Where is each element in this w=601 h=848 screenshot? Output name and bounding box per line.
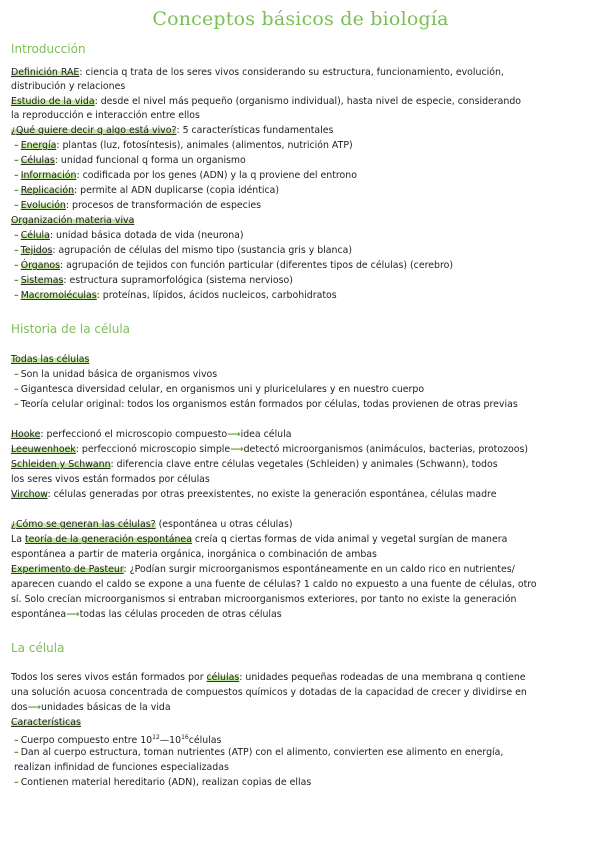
dash-icon: – [14,170,19,181]
text: —10 [159,735,182,747]
dash-icon: – [14,200,19,211]
text: dos [11,702,28,713]
list-item [14,229,598,243]
cell-paragraph-line [11,671,595,685]
exponent: 16 [181,734,189,741]
text: Teoría celular original: todos los organismos están formados por células, todas provienen de otras previas [20,399,518,410]
text: : desde el nivel más pequeño (organismo individual), hasta nivel de especie, considerando [94,96,522,107]
arrow-icon: ⟶ [66,609,80,620]
text: Todos los seres vivos están formados por [11,672,207,683]
text: : unidad funcional q forma un organismo [54,155,246,166]
text: unidades básicas de la vida [41,702,171,713]
text: : proteínas, lípidos, ácidos nucleicos, carbohidratos [96,290,337,301]
term: Estudio de la vida [11,96,95,107]
arrow-icon: ⟶ [227,429,241,440]
schleiden-line-2: los seres vivos están formados por células [11,474,210,485]
alive-question-line [11,124,595,138]
text: : plantas (luz, fotosíntesis), animales (alimentos, nutrición ATP) [56,140,353,151]
text: creía q ciertas formas de vida animal y vegetal surgían de manera [191,534,508,545]
list-item [14,368,598,382]
text: Cuerpo compuesto entre 10 [20,735,153,747]
cell-paragraph-line-2: una solución acuosa concentrada de compuestos químicos y dotadas de la capacidad de crecer y dividirse en [11,687,527,698]
text: : agrupación de tejidos con función particular (diferentes tipos de células) (cerebro) [60,260,453,271]
section-heading-cell: La célula [11,641,65,655]
term: ¿Cómo se generan las células? [11,519,156,530]
text: : codificada por los genes (ADN) y la q proviene del entrono [76,170,357,181]
text: Gigantesca diversidad celular, en organismos uni y pluricelulares y en nuestro cuerpo [20,384,425,395]
term: teoría de la generación espontánea [24,534,192,545]
text: : unidad básica dotada de vida (neurona) [49,230,244,241]
list-item [14,398,598,412]
pasteur-line-2: aparecen cuando el caldo se expone a una fuente de células? 1 caldo no expuesto a una fuente de células, otro [11,579,537,590]
definition-line [11,66,595,80]
term: Definición RAE [11,67,80,78]
pasteur-line [11,563,595,577]
text: células [188,735,222,747]
dash-icon: – [14,275,19,286]
text: : agrupación de células del mismo tipo (sustancia gris y blanca) [52,245,353,256]
pasteur-line-3: sí. Solo crecían microorganismos si entraban microorganismos exteriores, por tanto no existe la generación [11,594,517,605]
list-item [14,139,598,153]
list-item [14,383,598,397]
term: Sistemas [20,275,64,286]
page-title: Conceptos básicos de biología [152,8,449,30]
dash-icon: – [14,230,19,241]
text: detectó microorganismos (animáculos, bacterias, protozoos) [243,444,529,455]
section-heading-history: Historia de la célula [11,322,131,336]
dash-icon: – [14,185,19,196]
text: : ¿Podían surgir microorganismos espontáneamente en un caldo rico en nutrientes/ [123,564,515,575]
text: : perfeccionó microscopio simple [75,444,231,455]
dash-icon: – [14,747,19,758]
dash-icon: – [14,245,19,256]
dash-icon: – [14,155,19,166]
text: (espontánea u otras células) [155,519,293,530]
list-item [14,259,598,273]
text: : permite al ADN duplicarse (copia idéntica) [74,185,280,196]
dash-icon: – [14,384,19,395]
all-cells-heading [11,353,595,367]
dash-icon: – [14,777,19,788]
text: : estructura supramorfológica (sistema nervioso) [63,275,293,286]
dash-icon: – [14,260,19,271]
schleiden-line [11,458,595,472]
leeuwenhoek-line [11,443,595,457]
term: Experimento de Pasteur [11,564,124,575]
term: Organización materia viva [11,215,135,226]
term: Información [20,170,77,181]
term: Replicación [20,185,75,196]
term: células [206,672,240,683]
term: Macromoléculas [20,290,97,301]
dash-icon: – [14,290,19,301]
text: : ciencia q trata de los seres vivos considerando su estructura, funcionamiento, evolución, [79,67,504,78]
pasteur-line-4 [11,608,595,622]
study-line [11,95,595,109]
text: : diferencia clave entre células vegetales (Schleiden) y animales (Schwann), todos [110,459,498,470]
dash-icon: – [14,399,19,410]
text: todas las células proceden de otras células [79,609,282,620]
virchow-line [11,488,595,502]
list-item-continuation: realizan infinidad de funciones especializadas [14,762,229,773]
text: Dan al cuerpo estructura, toman nutrientes (ATP) con el alimento, convierten ese alimento en energía, [20,747,504,758]
cell-paragraph-line-3 [11,701,595,715]
term: Leeuwenhoek [11,444,76,455]
text: Contienen material hereditario (ADN), realizan copias de ellas [20,777,312,788]
list-item [14,776,598,790]
definition-line-2: distribución y relaciones [11,81,126,92]
exponent: 12 [152,734,160,741]
list-item [14,169,598,183]
list-item [14,244,598,258]
list-item [14,184,598,198]
list-item [14,274,598,288]
dash-icon: – [14,735,19,747]
term: Todas las células [11,354,90,365]
how-generated-line [11,518,595,532]
characteristics-heading [11,716,595,730]
arrow-icon: ⟶ [230,444,244,455]
text: La [11,534,25,545]
term: Tejidos [20,245,53,256]
text: : unidades pequeñas rodeadas de una membrana q contiene [239,672,526,683]
term: Órganos [20,260,61,271]
text: : 5 características fundamentales [176,125,334,136]
term: Virchow [11,489,48,500]
organization-heading [11,214,595,228]
list-item [14,199,598,213]
study-line-2: la reproducción e interacción entre ellos [11,110,200,121]
spontaneous-theory-line [11,533,595,547]
dash-icon: – [14,140,19,151]
dash-icon: – [14,369,19,380]
list-item [14,289,598,303]
term: Schleiden y Schwann [11,459,111,470]
spontaneous-theory-line-2: espontánea a partir de materia orgánica, inorgánica o combinación de ambas [11,549,377,560]
term: Células [20,155,55,166]
term: Energía [20,140,57,151]
term: ¿Qué quiere decir q algo está vivo? [11,125,177,136]
list-item [14,154,598,168]
text: : perfeccionó el microscopio compuesto [40,429,228,440]
term: Evolución [20,200,66,211]
section-heading-intro: Introducción [11,42,86,56]
text: : células generadas por otras preexistentes, no existe la generación espontánea, células madre [47,489,497,500]
text: espontánea [11,609,67,620]
term: Célula [20,230,50,241]
hooke-line [11,428,595,442]
text: : procesos de transformación de especies [65,200,262,211]
arrow-icon: ⟶ [27,702,42,713]
text: Son la unidad básica de organismos vivos [20,369,218,380]
term: Características [11,717,81,728]
term: Hooke [11,429,41,440]
list-item [14,746,598,760]
text: idea célula [240,429,292,440]
